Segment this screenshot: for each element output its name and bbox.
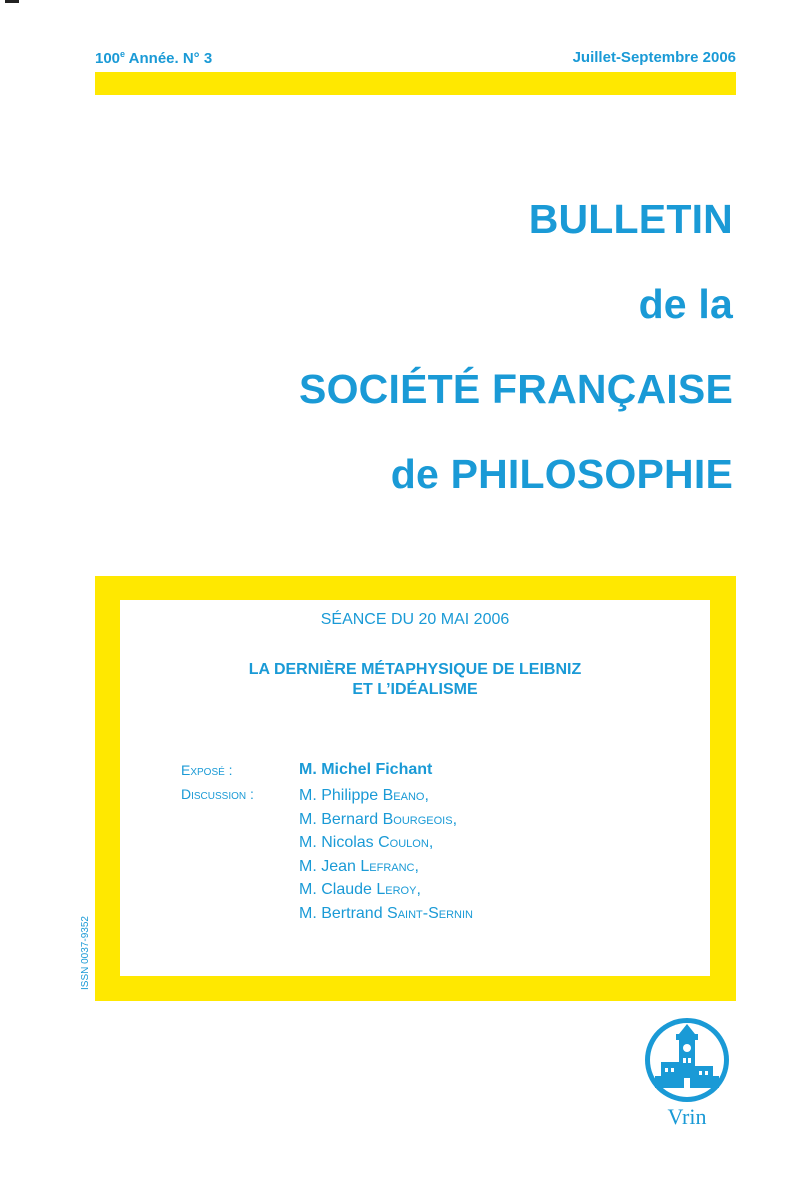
talk-title (120, 660, 710, 700)
session-frame (95, 576, 736, 1001)
publisher-name: Vrin (667, 1104, 707, 1129)
speaker-name: M. Michel Fichant (299, 761, 433, 778)
issn-number: ISSN 0037-9352 (80, 916, 91, 990)
journal-title-line-3: SOCIÉTÉ FRANÇAISE (299, 366, 733, 412)
discussant-item: M. Philippe Beano, (299, 787, 429, 804)
discussion-label: Discussion : (181, 786, 254, 802)
engraved-tower-seal-icon (643, 1016, 731, 1104)
session-panel (120, 600, 710, 976)
issue-date: Juillet-Septembre 2006 (572, 49, 736, 66)
discussant-item: M. Bertrand Saint-Sernin (299, 904, 473, 922)
journal-title-line-2: de la (638, 281, 733, 327)
issn-block (80, 916, 154, 1001)
discussant-item: M. Jean Lefranc, (299, 857, 419, 875)
talk-title-line-1: LA DERNIÈRE MÉTAPHYSIQUE DE LEIBNIZ (248, 661, 582, 678)
issue-number: 100e Année. N° 3 (95, 49, 213, 67)
discussant-list (299, 784, 473, 925)
session-date: SÉANCE DU 20 MAI 2006 (320, 611, 510, 628)
discussant-item: M. Bernard Bourgeois, (299, 810, 458, 828)
issue-header (95, 49, 736, 69)
top-yellow-band (95, 72, 736, 95)
discussant-item: M. Claude Leroy, (299, 881, 421, 898)
talk-title-line-2: ET L’IDÉALISME (352, 681, 478, 698)
corner-mark (5, 0, 19, 3)
journal-title-line-1: BULLETIN (528, 196, 733, 242)
discussant-item: M. Nicolas Coulon, (299, 834, 434, 851)
journal-title-line-4: de PHILOSOPHIE (390, 451, 733, 497)
expose-label: Exposé : (181, 762, 233, 778)
